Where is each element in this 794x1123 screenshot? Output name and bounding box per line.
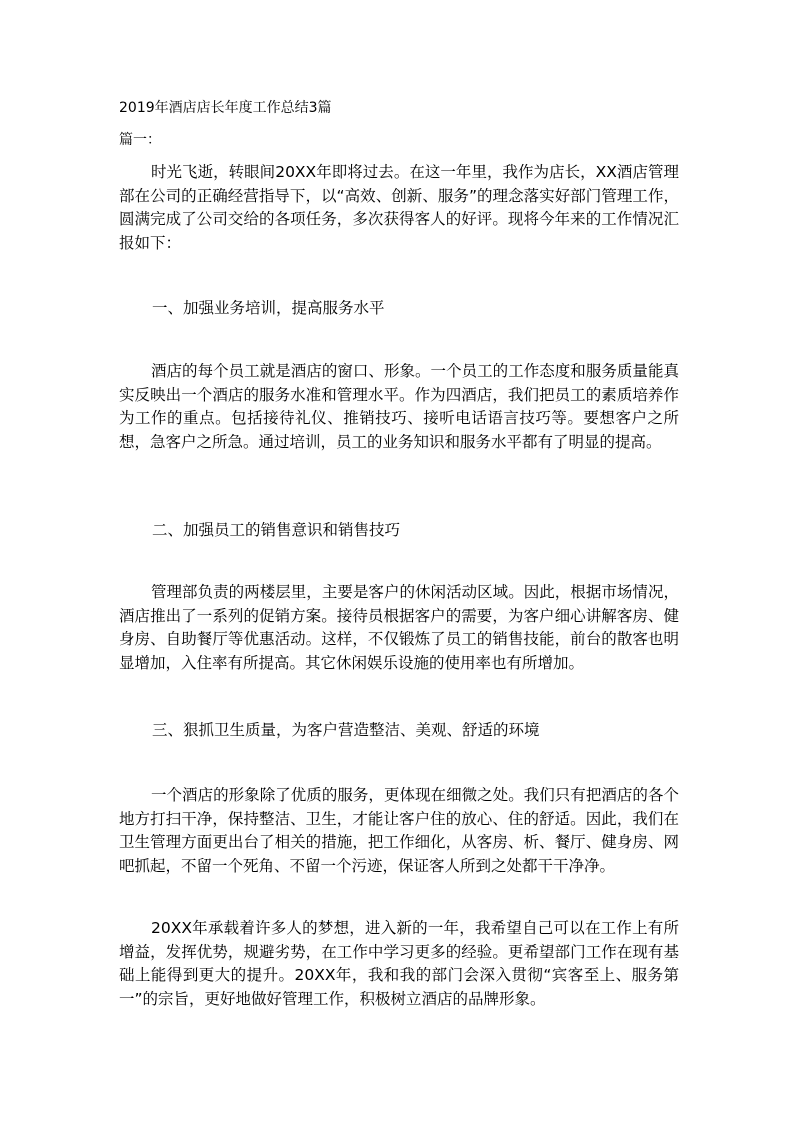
closing-paragraph: 20XX年承载着许多人的梦想，进入新的一年，我希望自己可以在工作上有所增益，发挥优势，规避劣势，在工作中学习更多的经验。更希望部门工作在现有基础上能得到更大的提升。20XX年，我和我的部门会深入贯彻“宾客至上、服务第一”的宗旨，更好地做好管理工作，积极树立酒店的品牌形象。 bbox=[119, 919, 679, 1008]
section-heading-3: 三、狠抓卫生质量，为客户营造整洁、美观、舒适的环境 bbox=[152, 721, 540, 739]
section-heading-2: 二、加强员工的销售意识和销售技巧 bbox=[152, 521, 401, 539]
section-body-3: 一个酒店的形象除了优质的服务，更体现在细微之处。我们只有把酒店的各个地方打扫干净，保持整洁、卫生，才能让客户住的放心、住的舒适。因此，我们在卫生管理方面更出台了相关的措施，把工作细化，从客房、析、餐厅、健身房、网吧抓起，不留一个死角、不留一个污迹，保证客人所到之处都干干净净。 bbox=[119, 786, 679, 875]
section-label: 篇一： bbox=[119, 132, 161, 148]
section-heading-1: 一、加强业务培训，提高服务水平 bbox=[152, 299, 385, 317]
section-body-2: 管理部负责的两楼层里，主要是客户的休闲活动区域。因此，根据市场情况，酒店推出了一系列的促销方案。接待员根据客户的需要，为客户细心讲解客房、健身房、自助餐厅等优惠活动。这样，不仅锻炼了员工的销售技能，前台的散客也明显增加，入住率有所提高。其它休闲娱乐设施的使用率也有所增加。 bbox=[119, 583, 679, 672]
section-body-1: 酒店的每个员工就是酒店的窗口、形象。一个员工的工作态度和服务质量能真实反映出一个酒店的服务水准和管理水平。作为四酒店，我们把员工的素质培养作为工作的重点。包括接待礼仪、推销技巧、接听电话语言技巧等。要想客户之所想，急客户之所急。通过培训，员工的业务知识和服务水平都有了明显的提高。 bbox=[119, 362, 679, 451]
intro-paragraph: 时光飞逝，转眼间20XX年即将过去。在这一年里，我作为店长，XX酒店管理部在公司的正确经营指导下，以“高效、创新、服务”的理念落实好部门管理工作，圆满完成了公司交给的各项任务，多次获得客人的好评。现将今年来的工作情况汇报如下： bbox=[119, 163, 679, 252]
document-title: 2019年酒店店长年度工作总结3篇 bbox=[119, 100, 332, 116]
